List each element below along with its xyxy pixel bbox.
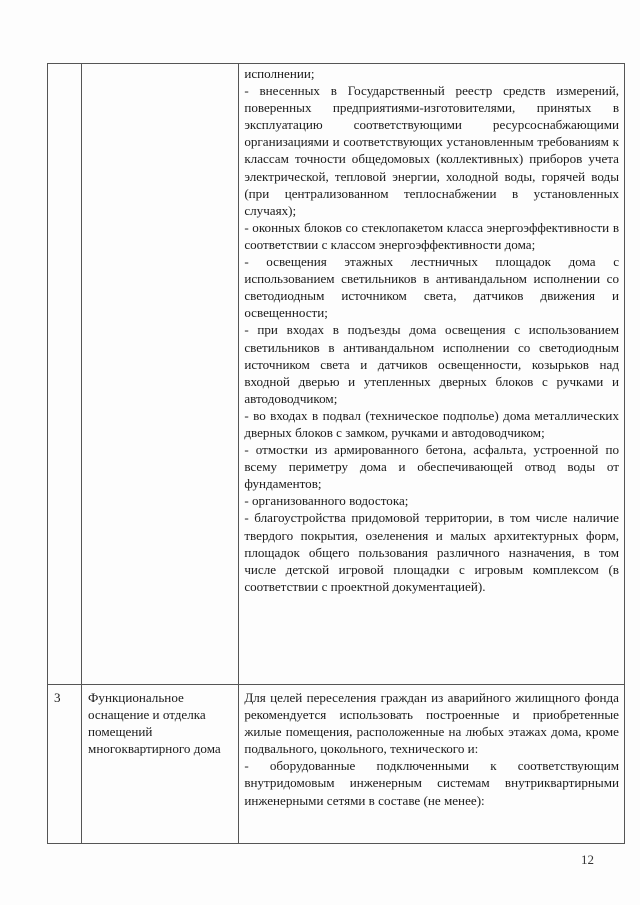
paragraph: Для целей переселения граждан из аварийного жилищного фонда рекомендуется использовать построенные и приобретенные жилые помещения, расположенные на любых этажах дома, кроме подвального, цокольного, технического и: xyxy=(244,690,619,757)
paragraph: - благоустройства придомовой территории, в том числе наличие твердого покрытия, озеленения и малых архитектурных форм, площадок общего пользования различного назначения, в том числе детской игровой площадки с игровым комплексом (в соответствии с проектной документацией). xyxy=(244,510,619,594)
row-description-cell xyxy=(239,64,625,685)
page-number: 12 xyxy=(581,852,594,867)
row-name-cell xyxy=(82,64,239,685)
paragraph: - организованного водостока; xyxy=(244,493,409,509)
paragraph: - во входах в подвал (техническое подполье) дома металлических дверных блоков с замком, ручками и автодоводчиком; xyxy=(244,407,619,440)
paragraph: исполнении; xyxy=(244,66,315,81)
table-row xyxy=(48,64,625,685)
paragraph: - отмостки из армированного бетона, асфальта, устроенной по всему периметру дома и обеспечивающей отвод воды от фундаментов; xyxy=(244,442,619,492)
row-description-cell xyxy=(239,685,625,844)
paragraph: - освещения этажных лестничных площадок дома с использованием светильников в антивандальном исполнении со светодиодным источником света, датчиков движения и освещенности; xyxy=(244,254,619,321)
table-row xyxy=(48,685,625,844)
description-text xyxy=(239,685,624,809)
requirements-table xyxy=(47,63,625,844)
description-text xyxy=(239,64,624,595)
paragraph: - внесенных в Государственный реестр средств измерений, поверенных предприятиями-изготовителями, принятых в эксплуатацию соответствующими ресурсоснабжающими организациями и соответствующих установленным требованиям к классам точности общедомовых (коллективных) приборов учета электрической, тепловой энергии, холодной воды, горячей воды (при централизованном теплоснабжении в установленных случаях); xyxy=(244,83,619,218)
row-number-cell xyxy=(48,64,82,685)
paragraph: - при входах в подъезды дома освещения с использованием светильников в антивандальном исполнении со светодиодным источником света и датчиков освещенности, козырьков над входной дверью и утепленных дверных блоков с ручками и автодоводчиком; xyxy=(244,322,619,406)
row-name-cell: Функциональное оснащение и отделка помещений многоквартирного дома xyxy=(82,685,239,844)
row-number-cell: 3 xyxy=(48,685,82,844)
paragraph: - оконных блоков со стеклопакетом класса энергоэффективности в соответствии с классом энергоэффективности дома; xyxy=(244,219,619,252)
paragraph: - оборудованные подключенными к соответствующим внутридомовым инженерным системам внутриквартирными инженерными сетями в составе (не менее): xyxy=(244,758,619,808)
